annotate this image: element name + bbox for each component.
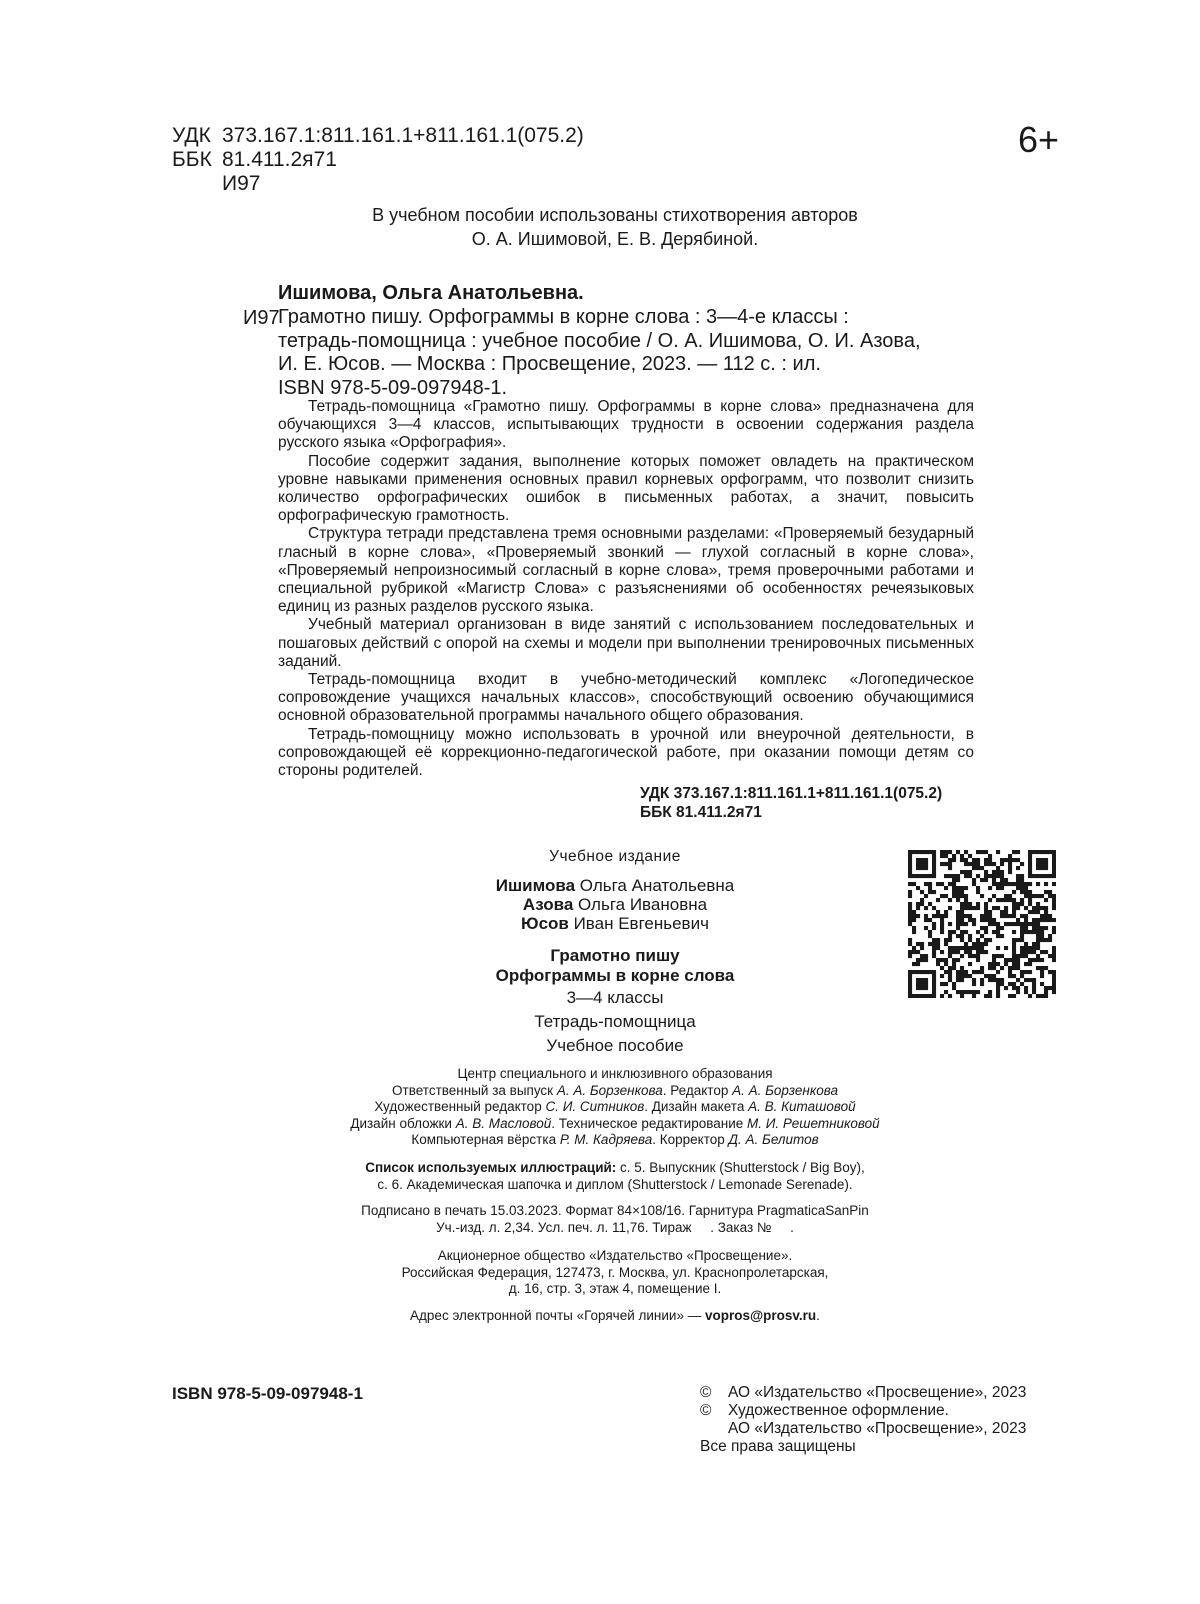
copyright-icon: © — [700, 1402, 712, 1419]
grade: 3—4 классы — [566, 988, 664, 1007]
credit-line: Дизайн обложки А. В. Масловой. Техническое редактирование М. И. Решетниковой — [350, 1115, 880, 1131]
bib-record — [278, 306, 974, 400]
poems-note-line: В учебном пособии использованы стихотворения авторов — [372, 205, 858, 225]
hotline-email: Адрес электронной почты «Горячей линии» — vopros@prosv.ru. — [410, 1308, 820, 1323]
publisher-info: Акционерное общество «Издательство «Просвещение». Российская Федерация, 127473, г. Москва, ул. Краснопролетарская, д. 16, стр. 3, этаж 4, помещение I. — [401, 1248, 829, 1296]
annotation-paragraph: Тетрадь-помощница «Грамотно пишу. Орфограммы в корне слова» предназначена для обучающихся 3—4 классов, испытывающих трудности в освоении содержания раздела русского языка «Орфография». — [278, 398, 974, 452]
author-heading: Ишимова, Ольга Анатольевна. — [278, 282, 584, 304]
book-type: Тетрадь-помощница — [534, 1012, 696, 1031]
poems-note — [300, 203, 930, 251]
bbk-label: ББК — [172, 148, 212, 171]
illustrations-list: Список используемых иллюстраций: с. 5. Выпускник (Shutterstock / Big Boy), с. 6. Академическая шапочка и диплом (Shutterstock / Lemonade Serenade). — [365, 1160, 865, 1192]
author-mark: И97 — [222, 172, 261, 195]
bib-line: И. Е. Юсов. — Москва : Просвещение, 2023. — 112 с. : ил. — [278, 353, 821, 375]
classification-codes — [172, 124, 584, 196]
authors-list — [300, 876, 930, 933]
bib-line: тетрадь-помощница : учебное пособие / О. А. Ишимова, О. И. Азова, — [278, 329, 921, 352]
author-line: Ишимова Ольга Анатольевна — [495, 876, 735, 895]
credit-line: Художественный редактор С. И. Ситников. Дизайн макета А. В. Киташовой — [374, 1099, 856, 1114]
print-info: Подписано в печать 15.03.2023. Формат 84×108/16. Гарнитура PragmaticaSanPin Уч.-изд. л. 2,34. Усл. печ. л. 11,76. Тираж . Заказ № . — [361, 1203, 869, 1235]
credits — [300, 1066, 930, 1149]
classification-codes-footer — [640, 784, 942, 822]
age-rating: 6+ — [1018, 119, 1060, 160]
credit-line: Центр специального и инклюзивного образования — [457, 1066, 773, 1081]
book-title-line: Грамотно пишу — [550, 946, 680, 965]
udk-footer: УДК 373.167.1:811.161.1+811.161.1(075.2) — [640, 785, 943, 802]
copyright-icon: © — [700, 1384, 712, 1401]
annotation-paragraph: Тетрадь-помощница входит в учебно-методический комплекс «Логопедическое сопровождение учащихся начальных классов», способствующий освоению обучающимися основной образовательной программы начального общего образования. — [278, 671, 974, 725]
poems-note-line: О. А. Ишимовой, Е. В. Дерябиной. — [471, 229, 759, 249]
bib-index: И97 — [243, 307, 280, 329]
copyright-block: © АО «Издательство «Просвещение», 2023 © Художественное оформление. АО «Издательство «Просвещение», 2023 Все права защищены — [700, 1384, 1027, 1455]
author-line: Юсов Иван Евгеньевич — [521, 914, 709, 933]
annotation-paragraph: Тетрадь-помощницу можно использовать в урочной или внеурочной деятельности, в сопровождающей её коррекционно-педагогической работе, при оказании помощи детям со стороны родителей. — [278, 725, 974, 780]
annotation-paragraph: Учебный материал организован в виде занятий с использованием последовательных и пошаговых действий с опорой на схемы и модели при выполнении тренировочных письменных заданий. — [278, 616, 974, 670]
edition-kind: Учебное издание — [549, 848, 681, 865]
bib-isbn: ISBN 978-5-09-097948-1. — [278, 376, 508, 399]
bib-line: Грамотно пишу. Орфограммы в корне слова : 3—4-е классы : — [278, 306, 849, 328]
bbk-value: 81.411.2я71 — [222, 148, 337, 171]
annotation-paragraph: Структура тетради представлена тремя основными разделами: «Проверяемый безударный гласный в корне слова», «Проверяемый звонкий — глухой согласный в корне слова», «Проверяемый непроизносимый согласный в корне слова», тремя проверочными работами и специальной рубрикой «Магистр Слова» с разъяснениями об особенностях речеязыковых единиц из разных разделов русского языка. — [278, 525, 974, 616]
publication-type: Учебное пособие — [546, 1036, 684, 1055]
isbn-footer: ISBN 978-5-09-097948-1 — [172, 1384, 363, 1403]
email-link[interactable]: vopros@prosv.ru — [704, 1308, 817, 1323]
book-title-line: Орфограммы в корне слова — [495, 966, 735, 985]
book-title — [300, 946, 930, 986]
annotation — [278, 398, 974, 780]
qr-code-icon — [908, 850, 1056, 998]
udk-label: УДК — [172, 124, 211, 147]
credit-line: Ответственный за выпуск А. А. Борзенкова. Редактор А. А. Борзенкова — [392, 1082, 838, 1098]
bbk-footer: ББК 81.411.2я71 — [640, 804, 762, 821]
udk-value: 373.167.1:811.161.1+811.161.1(075.2) — [222, 124, 584, 147]
author-line: Азова Ольга Ивановна — [522, 895, 708, 914]
credit-line: Компьютерная вёрстка Р. М. Кадряева. Корректор Д. А. Белитов — [411, 1132, 819, 1147]
annotation-paragraph: Пособие содержит задания, выполнение которых поможет овладеть на практическом уровне навыками применения основных правил корневых орфограмм, что позволит снизить количество орфографических ошибок в письменных работах, а значит, повысить орфографическую грамотность. — [278, 452, 974, 525]
